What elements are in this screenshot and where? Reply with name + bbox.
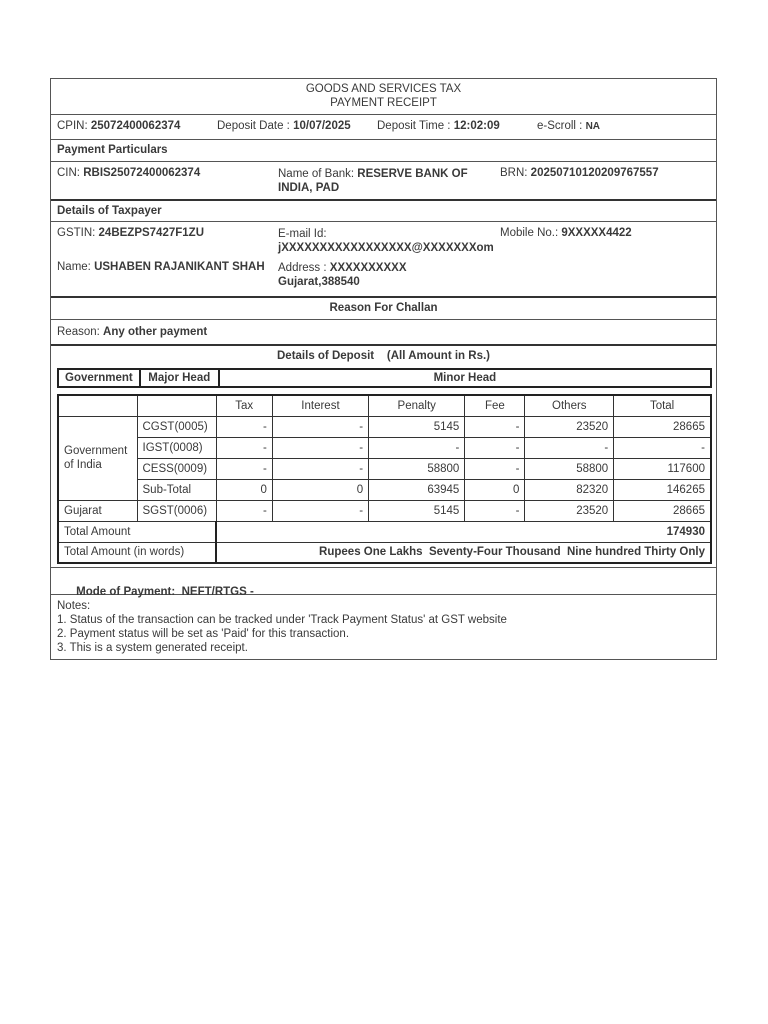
note-item: 2. Payment status will be set as 'Paid' for this transaction. [57, 628, 350, 640]
words-row [58, 542, 711, 563]
deposit-section [51, 346, 716, 568]
cin: CIN: RBIS25072400062374 [57, 167, 201, 179]
cell-value: - [465, 458, 525, 479]
blank-cell [137, 395, 216, 416]
cell-value: - [525, 437, 614, 458]
reason: Reason: Any other payment [57, 326, 208, 338]
payment-particulars-heading: Payment Particulars [51, 140, 716, 162]
mobile: Mobile No.: 9XXXXX4422 [500, 227, 632, 239]
cell-value: 58800 [369, 458, 465, 479]
note-item: 1. Status of the transaction can be tracked under 'Track Payment Status' at GST website [57, 614, 507, 626]
bank-name: Name of Bank: RESERVE BANK OF INDIA, PAD [278, 168, 468, 194]
cell-value: 5145 [369, 416, 465, 437]
cell-value: 5145 [369, 500, 465, 521]
table-row [58, 500, 711, 521]
blank-cell [58, 395, 137, 416]
deposit-heads-table [57, 368, 712, 388]
column-header-row [58, 395, 711, 416]
deposit-table [57, 394, 712, 564]
cell-value: - [216, 437, 272, 458]
payment-particulars [51, 162, 716, 201]
cell-value: - [272, 458, 368, 479]
cell-value: 117600 [614, 458, 711, 479]
deposit-date: Deposit Date : 10/07/2025 [217, 120, 351, 132]
cell-value: 0 [272, 479, 368, 500]
major-head: IGST(0008) [137, 437, 216, 458]
cell-value: 0 [465, 479, 525, 500]
cpin-row [51, 115, 716, 140]
major-head: CGST(0005) [137, 416, 216, 437]
col-penalty: Penalty [369, 395, 465, 416]
amount-in-words: Rupees One Lakhs Seventy-Four Thousand Nine hundred Thirty Only [216, 542, 711, 563]
note-item: 3. This is a system generated receipt. [57, 642, 248, 654]
major-head: Sub-Total [137, 479, 216, 500]
title-line1: GOODS AND SERVICES TAX [305, 83, 462, 95]
cell-value: - [272, 437, 368, 458]
cell-value: - [369, 437, 465, 458]
reason-row [51, 320, 716, 346]
cell-value: 82320 [525, 479, 614, 500]
subtotal-row [58, 479, 711, 500]
major-head: CESS(0009) [137, 458, 216, 479]
total-row [58, 521, 711, 542]
taxpayer-details [51, 222, 716, 298]
cell-value: 28665 [614, 500, 711, 521]
cell-value: - [465, 416, 525, 437]
cell-value: 63945 [369, 479, 465, 500]
gov-india-cell: Government of India [58, 416, 137, 500]
cell-value: - [272, 416, 368, 437]
notes [51, 595, 716, 659]
cell-value: 58800 [525, 458, 614, 479]
table-row [58, 437, 711, 458]
cell-value: - [272, 500, 368, 521]
cell-value: - [216, 458, 272, 479]
col-others: Others [525, 395, 614, 416]
brn: BRN: 20250710120209767557 [500, 167, 659, 179]
col-interest: Interest [272, 395, 368, 416]
cell-value: - [216, 416, 272, 437]
challan-heading: Reason For Challan [51, 298, 716, 320]
cell-value: - [465, 437, 525, 458]
payment-receipt [50, 78, 717, 660]
col-tax: Tax [216, 395, 272, 416]
taxpayer-heading: Details of Taxpayer [51, 201, 716, 222]
total-label: Total Amount [58, 521, 216, 542]
col-fee: Fee [465, 395, 525, 416]
email: E-mail Id: jXXXXXXXXXXXXXXXXX@XXXXXXXom [278, 228, 494, 254]
cell-value: - [465, 500, 525, 521]
mode-of-payment [51, 568, 716, 598]
cell-value: 28665 [614, 416, 711, 437]
taxpayer-name: Name: USHABEN RAJANIKANT SHAH [57, 261, 265, 273]
head-government: Government [58, 369, 140, 387]
major-head: SGST(0006) [137, 500, 216, 521]
e-scroll: e-Scroll : NA [537, 120, 601, 132]
receipt-title [51, 79, 716, 115]
cell-value: - [614, 437, 711, 458]
deposit-heading: Details of Deposit (All Amount in Rs.) [277, 350, 490, 362]
gstin: GSTIN: 24BEZPS7427F1ZU [57, 227, 204, 239]
cell-value: 0 [216, 479, 272, 500]
mode-text: Mode of Payment: NEFT/RTGS - [76, 586, 254, 598]
cpin: CPIN: 25072400062374 [57, 120, 181, 132]
words-label: Total Amount (in words) [58, 542, 216, 563]
table-row [58, 458, 711, 479]
head-minor: Minor Head [219, 369, 711, 387]
cell-value: - [216, 500, 272, 521]
cell-value: 146265 [614, 479, 711, 500]
deposit-time: Deposit Time : 12:02:09 [377, 120, 500, 132]
address: Address : XXXXXXXXXX Gujarat,388540 [278, 262, 407, 288]
head-major: Major Head [140, 369, 219, 387]
cell-value: 23520 [525, 500, 614, 521]
table-row [58, 416, 711, 437]
cell-value: 23520 [525, 416, 614, 437]
total-amount: 174930 [216, 521, 711, 542]
title-line2: PAYMENT RECEIPT [330, 97, 437, 109]
gujarat-cell: Gujarat [58, 500, 137, 521]
col-total: Total [614, 395, 711, 416]
notes-title: Notes: [57, 600, 91, 612]
